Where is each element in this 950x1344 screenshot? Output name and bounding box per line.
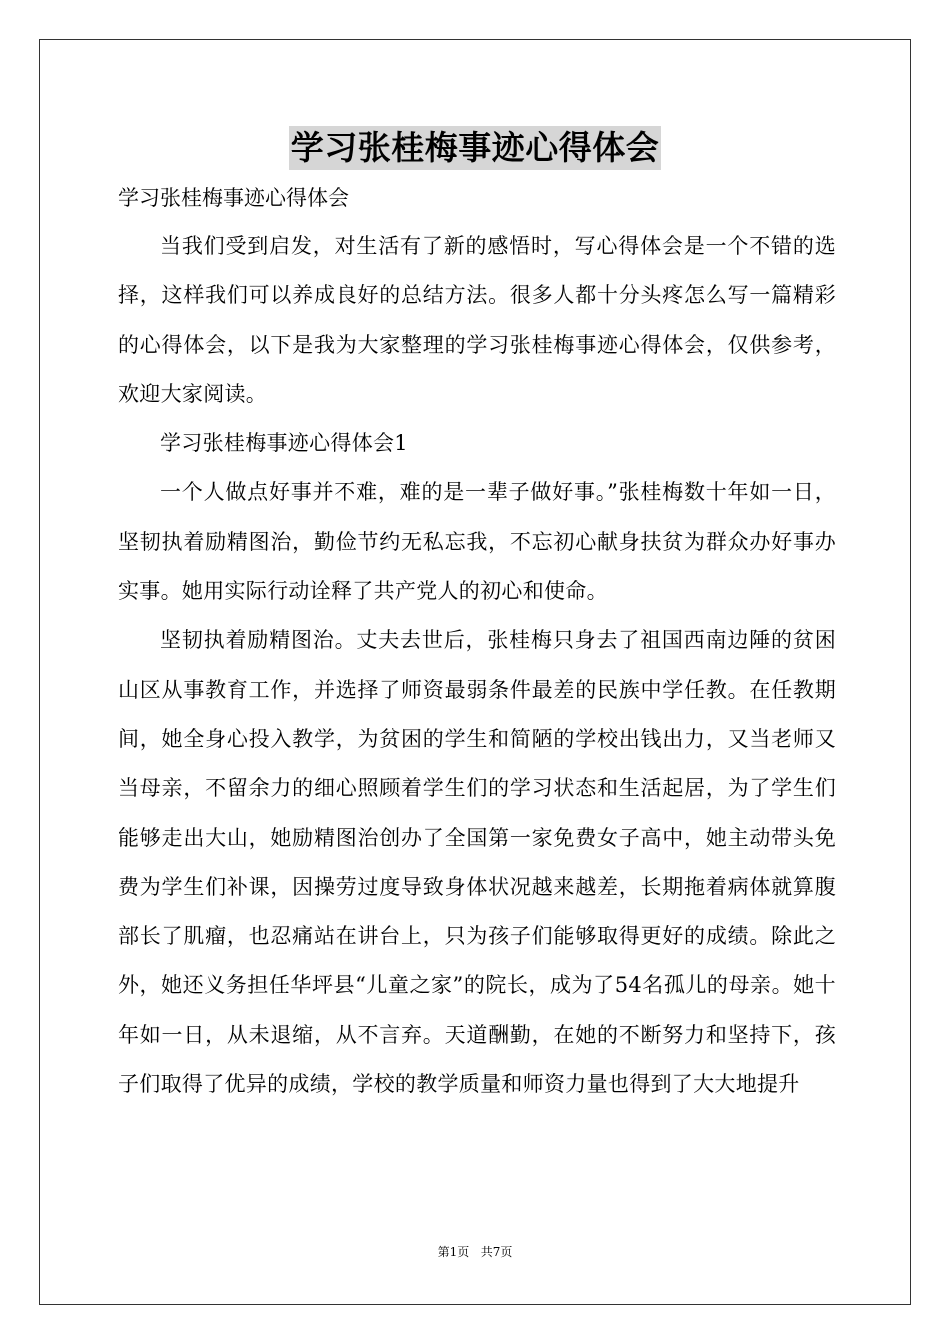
title-container	[0, 126, 950, 170]
page-total: 共7页	[480, 1245, 513, 1259]
document-title: 学习张桂梅事迹心得体会	[289, 126, 662, 170]
intro-paragraph: 当我们受到启发，对生活有了新的感悟时，写心得体会是一个不错的选择，这样我们可以养成良好的总结方法。很多人都十分头疼怎么写一篇精彩的心得体会，以下是我为大家整理的学习张桂梅事迹心得体会，仅供参考，欢迎大家阅读。	[118, 234, 836, 406]
page-number: 第1页	[437, 1245, 470, 1259]
document-body	[118, 222, 836, 1109]
section-heading: 学习张桂梅事迹心得体会1	[160, 431, 408, 456]
document-subtitle: 学习张桂梅事迹心得体会	[118, 186, 349, 210]
page-footer	[0, 1244, 950, 1260]
body-paragraph: 一个人做点好事并不难，难的是一辈子做好事。”张桂梅数十年如一日，坚韧执着励精图治，勤俭节约无私忘我，不忘初心献身扶贫为群众办好事办实事。她用实际行动诠释了共产党人的初心和使命。	[118, 480, 836, 604]
body-paragraph: 坚韧执着励精图治。丈夫去世后，张桂梅只身去了祖国西南边陲的贫困山区从事教育工作，并选择了师资最弱条件最差的民族中学任教。在任教期间，她全身心投入教学，为贫困的学生和简陋的学校出钱出力，又当老师又当母亲，不留余力的细心照顾着学生们的学习状态和生活起居，为了学生们能够走出大山，她励精图治创办了全国第一家免费女子高中，她主动带头免费为学生们补课，因操劳过度导致身体状况越来越差，长期拖着病体就算腹部长了肌瘤，也忍痛站在讲台上，只为孩子们能够取得更好的成绩。除此之外，她还义务担任华坪县“儿童之家”的院长，成为了54名孤儿的母亲。她十年如一日，从未退缩，从不言弃。天道酬勤，在她的不断努力和坚持下，孩子们取得了优异的成绩，学校的教学质量和师资力量也得到了大大地提升	[118, 628, 836, 1097]
